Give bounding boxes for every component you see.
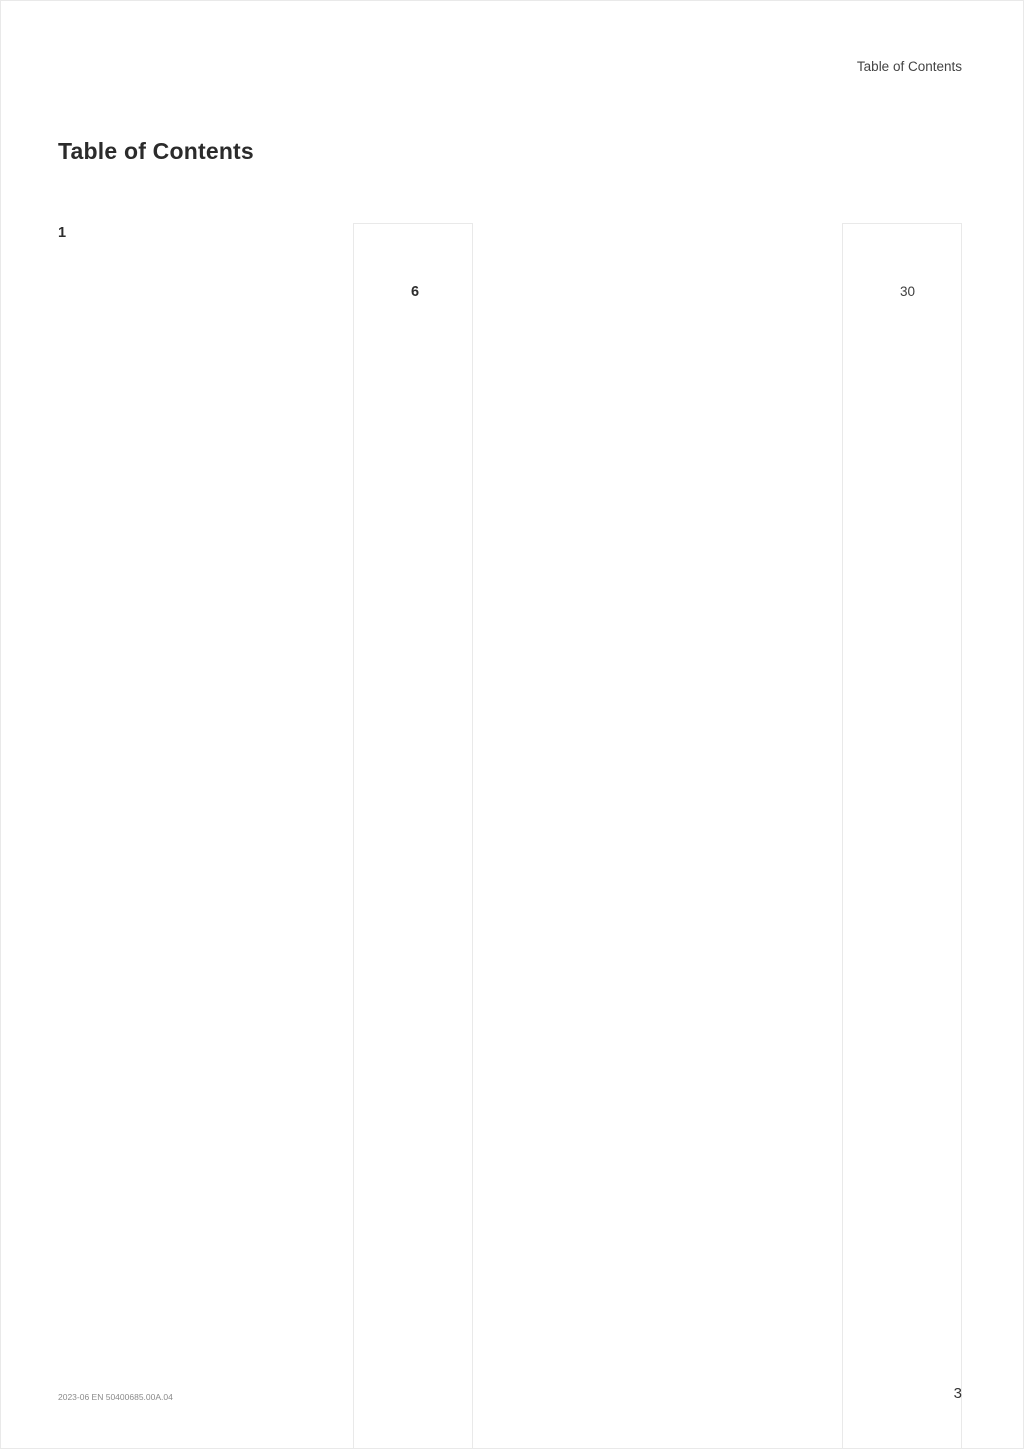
toc-entry <box>547 223 962 1449</box>
toc-entry-page: 6 <box>353 223 473 1449</box>
toc-entry-number: 1 <box>58 225 67 241</box>
footer-doc-id: 2023-06 EN 50400685.00A.04 <box>58 1392 173 1402</box>
footer-page-number: 3 <box>953 1385 962 1402</box>
toc-columns <box>58 223 962 1449</box>
toc-entry <box>58 223 473 1449</box>
running-header: Table of Contents <box>856 59 962 74</box>
page-footer <box>58 1385 962 1402</box>
toc-entry-page: 30 <box>842 223 962 1449</box>
page-title: Table of Contents <box>58 138 254 164</box>
toc-column-left <box>58 223 473 1449</box>
toc-column-right <box>547 223 962 1449</box>
